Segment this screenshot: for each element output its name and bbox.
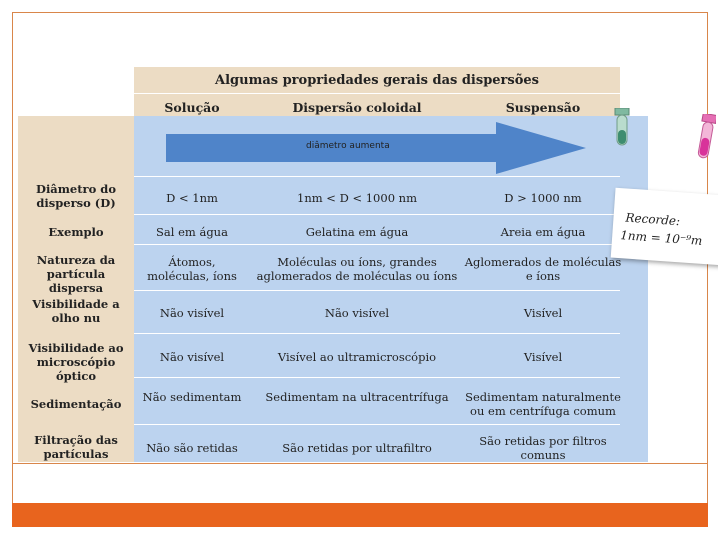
row-rule (134, 333, 620, 334)
green-test-tube-icon (614, 108, 630, 148)
row-label-olho-nu: Visibilidade a olho nu (32, 297, 120, 325)
cell-natureza-suspensao: Aglomerados de moléculas e íons (464, 255, 622, 283)
cell-exemplo-suspensao: Areia em água (500, 225, 586, 239)
note-line-2: 1nm = 10⁻⁹m (619, 228, 703, 248)
cell-sedimentacao-suspensao: Sedimentam naturalmente ou em centrífuga comum (465, 390, 621, 418)
cell-filtracao-solucao: Não são retidas (146, 441, 238, 455)
row-label-exemplo: Exemplo (48, 225, 104, 239)
cell-olho-nu-suspensao: Visível (523, 306, 563, 320)
column-header-coloidal: Dispersão coloidal (292, 100, 422, 115)
row-rule (134, 244, 620, 245)
cell-exemplo-coloidal: Gelatina em água (305, 225, 409, 239)
cell-natureza-coloidal: Moléculas ou íons, grandes aglomerados de moléculas ou íons (256, 255, 458, 283)
cell-olho-nu-solucao: Não visível (159, 306, 225, 320)
cell-sedimentacao-solucao: Não sedimentam (142, 390, 242, 404)
cell-microscopio-solucao: Não visível (159, 350, 225, 364)
row-rule (134, 176, 620, 177)
row-label-natureza: Natureza da partícula dispersa (36, 253, 116, 295)
note-line-1: Recorde: (625, 210, 681, 229)
cell-microscopio-suspensao: Visível (523, 350, 563, 364)
cell-exemplo-solucao: Sal em água (156, 225, 228, 239)
table-title: Algumas propriedades gerais das dispersões (215, 73, 539, 88)
frame-left-line (12, 12, 13, 527)
cell-filtracao-suspensao: São retidas por filtros comuns (479, 434, 607, 462)
frame-top-line (12, 12, 708, 13)
cell-diametro-solucao: D < 1nm (166, 191, 218, 205)
cell-diametro-suspensao: D > 1000 nm (504, 191, 582, 205)
cell-diametro-coloidal: 1nm < D < 1000 nm (297, 191, 417, 205)
arrow-label: diâmetro aumenta (306, 141, 390, 151)
column-header-suspensao: Suspensão (505, 100, 581, 115)
dispersions-table-figure (16, 64, 718, 462)
footer-accent-bar (12, 503, 708, 527)
row-label-sedimentacao: Sedimentação (30, 397, 122, 411)
cell-olho-nu-coloidal: Não visível (324, 306, 390, 320)
cell-microscopio-coloidal: Visível ao ultramicroscópio (277, 350, 437, 364)
pink-test-tube-icon (696, 114, 716, 162)
reminder-note (611, 188, 718, 267)
row-rule (134, 424, 620, 425)
row-rule (134, 214, 620, 215)
frame-divider-line (12, 463, 708, 464)
row-label-microscopio: Visibilidade ao microscópio óptico (28, 341, 124, 383)
cell-filtracao-coloidal: São retidas por ultrafiltro (282, 441, 432, 455)
column-header-solucao: Solução (164, 100, 220, 115)
row-rule (134, 377, 620, 378)
row-label-filtracao: Filtração das partículas (34, 433, 118, 461)
row-label-diametro: Diâmetro do disperso (D) (35, 182, 117, 210)
row-rule (134, 290, 620, 291)
cell-sedimentacao-coloidal: Sedimentam na ultracentrífuga (265, 390, 449, 404)
cell-natureza-solucao: Átomos, moléculas, íons (147, 255, 237, 283)
